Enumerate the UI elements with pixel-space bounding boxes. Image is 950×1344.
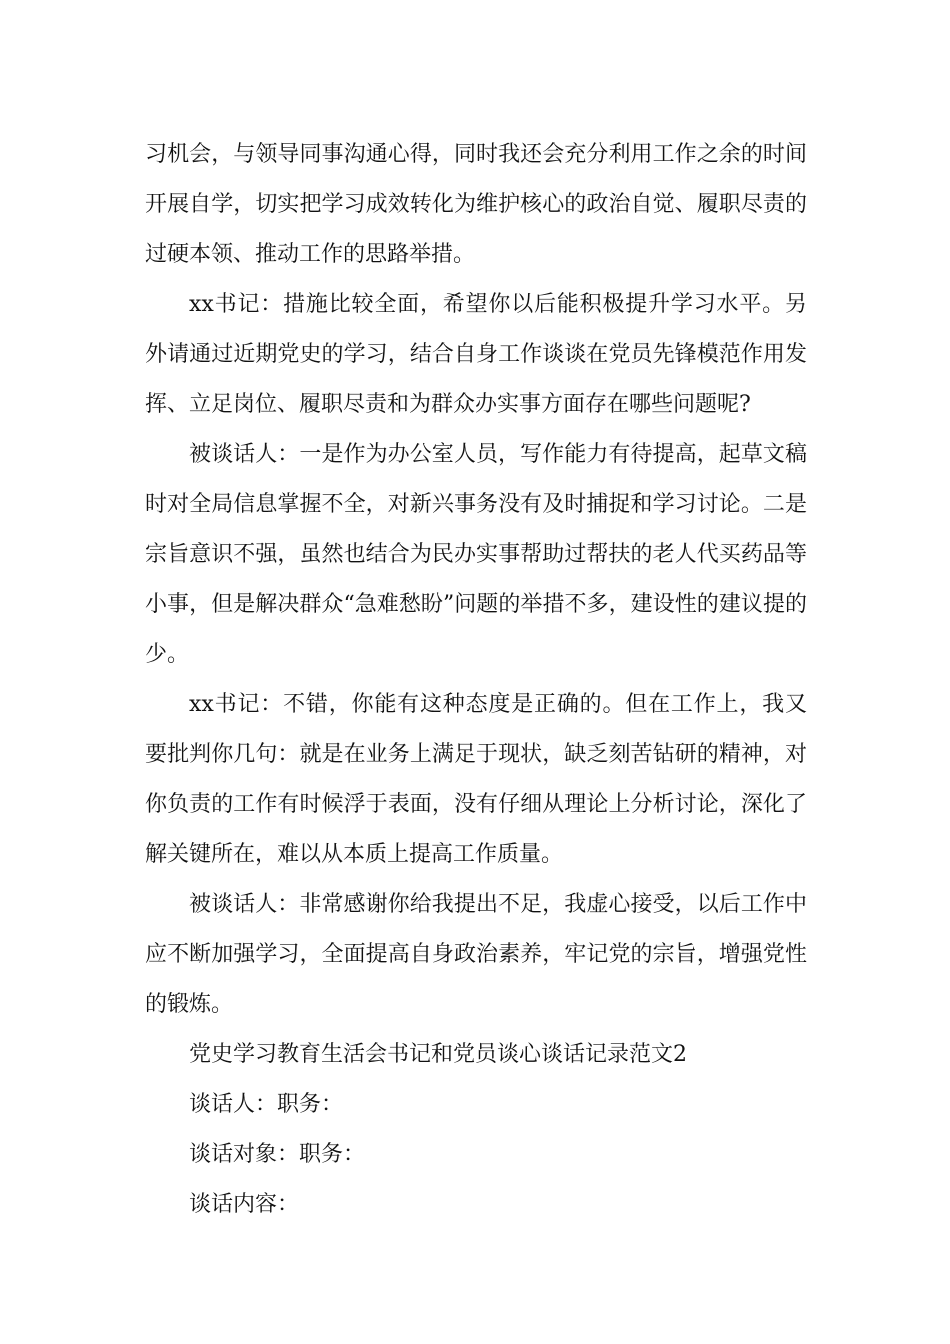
paragraph-interviewee-problems: 被谈话人：一是作为办公室人员，写作能力有待提高，起草文稿时对全局信息掌握不全，对新兴事务没有及时捕捉和学习讨论。二是宗旨意识不强，虽然也结合为民办实事帮助过帮扶的老人代买药品等小事，但是解决群众“急难愁盼”问题的举措不多，建设性的建议提的少。 <box>145 442 807 667</box>
document-body <box>145 130 807 1230</box>
paragraph-secretary-criticism: xx书记：不错，你能有这种态度是正确的。但在工作上，我又要批判你几句：就是在业务上满足于现状，缺乏刻苦钻研的精神，对你负责的工作有时候浮于表面，没有仔细从理论上分析讨论，深化了解关键所在，难以从本质上提高工作质量。 <box>145 692 807 867</box>
field-interviewee: 谈话对象：职务： <box>189 1142 366 1167</box>
field-interviewer: 谈话人：职务： <box>189 1092 344 1117</box>
paragraph-continuation: 习机会，与领导同事沟通心得，同时我还会充分利用工作之余的时间开展自学，切实把学习成效转化为维护核心的政治自觉、履职尽责的过硬本领、推动工作的思路举措。 <box>145 142 807 267</box>
section-title: 党史学习教育生活会书记和党员谈心谈话记录范文2 <box>189 1042 687 1067</box>
paragraph-secretary-question: xx书记：措施比较全面，希望你以后能积极提升学习水平。另外请通过近期党史的学习，结合自身工作谈谈在党员先锋模范作用发挥、立足岗位、履职尽责和为群众办实事方面存在哪些问题呢? <box>145 292 807 417</box>
paragraph-interviewee-response: 被谈话人：非常感谢你给我提出不足，我虚心接受，以后工作中应不断加强学习，全面提高自身政治素养，牢记党的宗旨，增强党性的锻炼。 <box>145 892 807 1017</box>
field-content: 谈话内容： <box>189 1192 300 1217</box>
